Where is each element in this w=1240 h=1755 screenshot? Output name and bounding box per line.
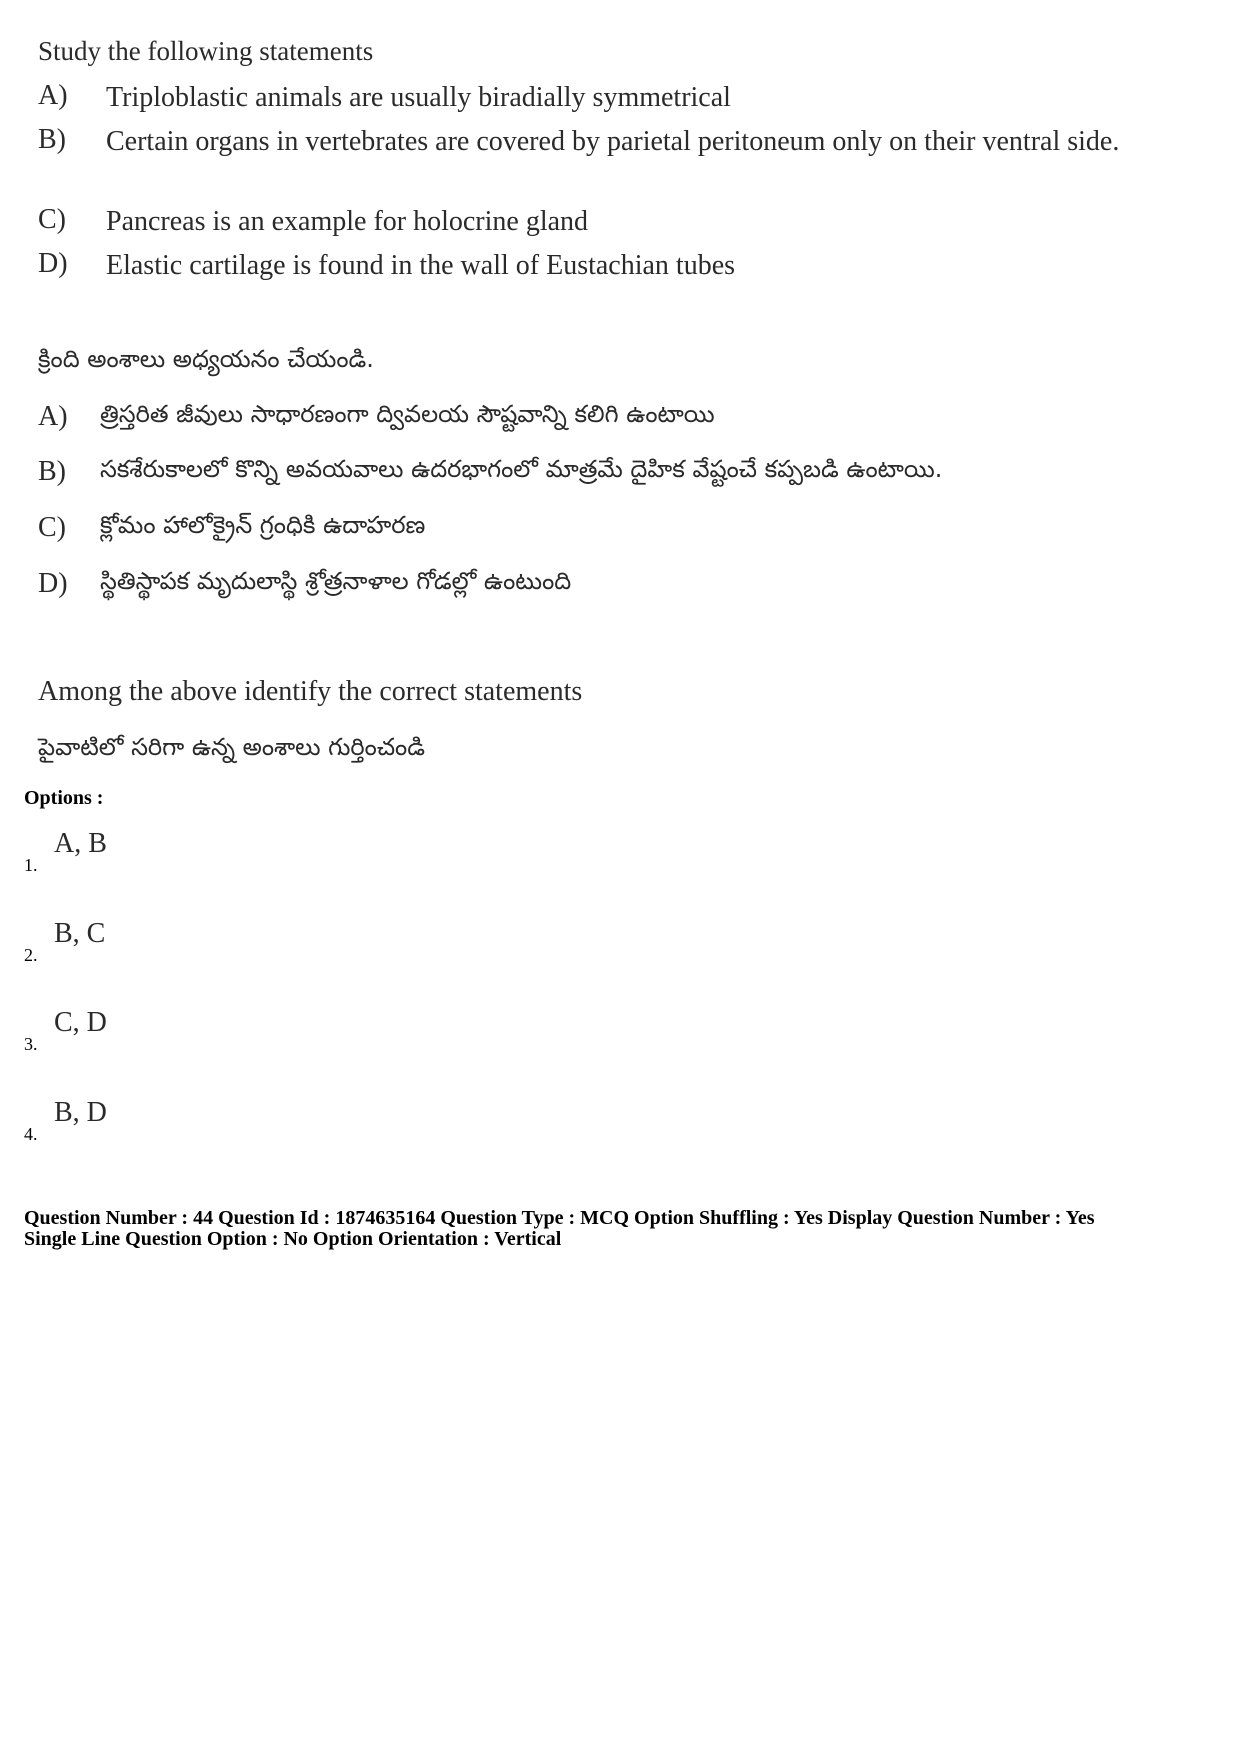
statement-d-english (38, 248, 1146, 284)
statement-letter: A) (38, 401, 68, 432)
option-2[interactable] (24, 918, 106, 965)
statement-a-telugu (38, 400, 715, 434)
question-metadata-line-2: Single Line Question Option : No Option Orientation : Vertical (24, 1228, 562, 1250)
question-heading-english: Study the following statements (38, 36, 374, 66)
statement-text: Pancreas is an example for holocrine gland (106, 206, 589, 237)
statement-text: Certain organs in vertebrates are covered by parietal peritoneum only on their ventral side. (106, 126, 1120, 157)
option-number: 4. (24, 1124, 38, 1144)
option-4[interactable] (24, 1097, 107, 1144)
statement-text: స్థితిస్థాపక మృదులాస్థి శ్రోత్రనాళాల గోడల్లో ఉంటుంది (100, 567, 572, 595)
statement-letter: B) (38, 456, 66, 487)
question-metadata-line-1: Question Number : 44 Question Id : 1874635164 Question Type : MCQ Option Shuffling : Yes Display Question Number : Yes (24, 1207, 1095, 1229)
option-number: 1. (24, 855, 38, 875)
statement-c-english (38, 204, 1146, 240)
statement-a-english (38, 80, 1146, 116)
option-number: 2. (24, 945, 38, 965)
options-label: Options : (24, 787, 104, 809)
option-number: 3. (24, 1034, 38, 1054)
statement-letter: D) (38, 248, 68, 279)
statement-b-english (38, 124, 1166, 160)
statement-text: త్రిస్తరిత జీవులు సాధారణంగా ద్వివలయ సౌష్టవాన్ని కలిగి ఉంటాయి (100, 400, 715, 428)
statement-letter: D) (38, 568, 68, 599)
statement-letter: B) (38, 124, 66, 155)
statement-letter: C) (38, 512, 66, 543)
option-value: B, C (54, 918, 106, 949)
statement-letter: A) (38, 80, 68, 111)
option-value: A, B (54, 828, 107, 859)
question-metadata (24, 1208, 1214, 1250)
statement-text: Triploblastic animals are usually biradially symmetrical (106, 82, 731, 113)
question-heading-telugu: క్రింది అంశాలు అధ్యయనం చేయండి. (38, 345, 374, 373)
statement-c-telugu (38, 511, 425, 545)
statement-b-telugu (38, 455, 942, 489)
option-value: C, D (54, 1007, 107, 1038)
statement-text: క్లోమం హాలోక్రైన్ గ్రంధికి ఉదాహరణ (100, 511, 426, 539)
statement-text: సకశేరుకాలలో కొన్ని అవయవాలు ఉదరభాగంలో మాత్రమే దైహిక వేష్టంచే కప్పబడి ఉంటాయి. (100, 455, 943, 483)
statement-d-telugu (38, 567, 571, 601)
question-prompt-english: Among the above identify the correct statements (38, 676, 583, 707)
option-value: B, D (54, 1097, 107, 1128)
option-3[interactable] (24, 1007, 107, 1054)
option-1[interactable] (24, 828, 107, 875)
question-prompt-telugu: పైవాటిలో సరిగా ఉన్న అంశాలు గుర్తించండి (38, 733, 425, 761)
statement-letter: C) (38, 204, 66, 235)
statement-text: Elastic cartilage is found in the wall of Eustachian tubes (106, 250, 736, 281)
